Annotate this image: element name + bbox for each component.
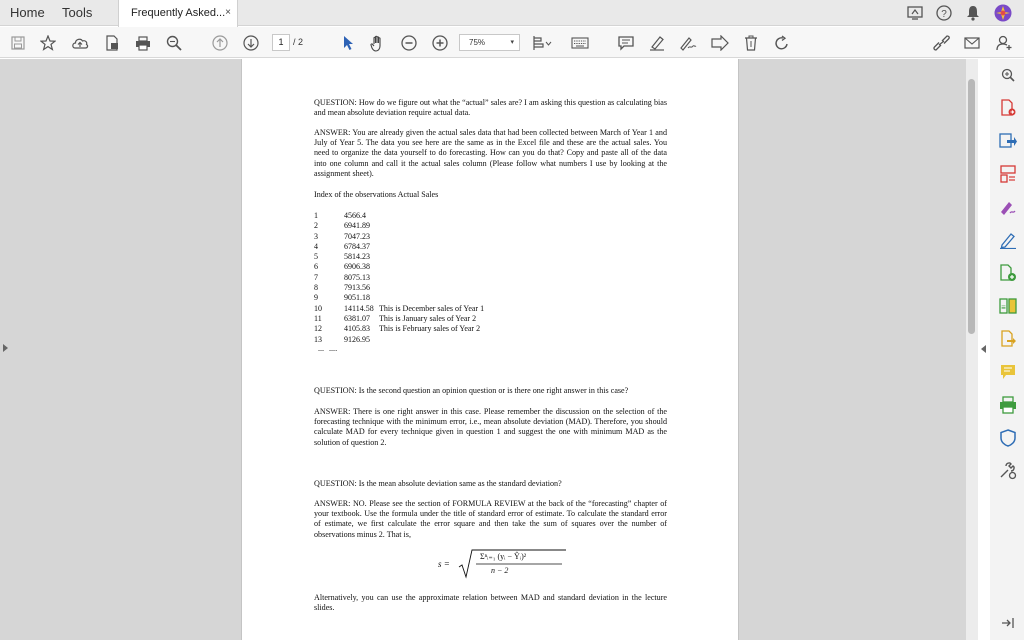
question-1: QUESTION: How do we figure out what the “actual” sales are? I am asking this question as calculating bias and mean absolute deviation require actual data.: [314, 98, 667, 118]
main-toolbar: [0, 27, 1024, 58]
comment-icon[interactable]: [616, 33, 636, 53]
hand-icon[interactable]: [368, 33, 388, 53]
fit-page-icon[interactable]: [532, 33, 552, 53]
actual-sales-value: 7047.23: [344, 231, 370, 241]
keyboard-icon[interactable]: [570, 33, 590, 53]
answer-1: ANSWER: You are already given the actual sales data that had been collected between March of Year 1 and July of Year 5. The data you see here are the same as in the Excel file and these are the actual sales. You need to organize the data yourself to do forecasting. How can you do that? Copy and paste all of the data into one column and call it the actual sales column (Please follow what numbers I use by looking at the assignment sheet).: [314, 128, 667, 178]
sales-note: [379, 211, 484, 221]
observation-index: 8: [314, 283, 318, 293]
comment-icon[interactable]: [998, 362, 1018, 382]
zoom-level-value: 75%: [469, 38, 486, 47]
top-menu-bar: [0, 0, 1024, 26]
ellipsis-sales: ....: [329, 344, 338, 353]
bell-icon[interactable]: [964, 4, 982, 22]
observation-index: 6: [314, 262, 318, 272]
vertical-scrollbar[interactable]: [966, 59, 978, 640]
actual-sales-value: 9051.18: [344, 293, 370, 303]
zoom-level-select[interactable]: [459, 34, 520, 51]
create-pdf-icon[interactable]: [102, 33, 122, 53]
chevron-down-icon: ▾: [510, 39, 514, 46]
close-tab-button[interactable]: ×: [225, 7, 231, 18]
send-for-review-icon[interactable]: [998, 329, 1018, 349]
document-tab[interactable]: [118, 0, 238, 27]
sales-note: [379, 262, 484, 272]
sales-note: [379, 335, 484, 345]
collapse-right-pane-icon[interactable]: [981, 345, 986, 353]
actual-sales-value: 8075.13: [344, 272, 370, 282]
observation-index: 12: [314, 324, 322, 334]
actual-sales-value: 14114.58: [344, 303, 374, 313]
sales-note: [379, 283, 484, 293]
collapse-panel-icon[interactable]: [998, 613, 1018, 633]
expand-left-pane-icon[interactable]: [3, 344, 8, 352]
edit-icon[interactable]: [998, 230, 1018, 250]
sales-note: [379, 242, 484, 252]
bookmark-star-icon[interactable]: [38, 33, 58, 53]
observation-index: 9: [314, 293, 318, 303]
actual-sales-value: 7913.56: [344, 283, 370, 293]
page-number-input[interactable]: 1: [272, 34, 290, 51]
more-tools-icon[interactable]: [998, 461, 1018, 481]
save-icon[interactable]: [8, 33, 28, 53]
search-zoom-icon[interactable]: [164, 33, 184, 53]
document-viewer[interactable]: [0, 59, 966, 640]
sales-note: This is February sales of Year 2: [379, 324, 481, 334]
mail-icon[interactable]: [962, 33, 982, 53]
create-pdf-icon[interactable]: [998, 263, 1018, 283]
question-3: QUESTION: Is the mean absolute deviation same as the standard deviation?: [314, 479, 562, 488]
zoom-in-icon[interactable]: [430, 33, 450, 53]
sales-note: [379, 273, 484, 283]
observation-index: 7: [314, 272, 318, 282]
tools-tab[interactable]: Tools: [62, 5, 93, 20]
formula-numerator: Σⁿᵢ₌₁ (yᵢ − Ŷᵢ)²: [480, 552, 527, 561]
print-icon[interactable]: [133, 33, 153, 53]
sales-note: [379, 293, 484, 303]
page-up-icon[interactable]: [210, 33, 230, 53]
export-pdf-icon[interactable]: [998, 98, 1018, 118]
actual-sales-value: 6906.38: [344, 262, 370, 272]
index-column: [314, 211, 322, 345]
document-tab-title: Frequently Asked...: [131, 7, 226, 19]
zoom-out-icon[interactable]: [399, 33, 419, 53]
observation-index: 10: [314, 303, 322, 313]
answer-3: ANSWER: NO. Please see the section of FORMULA REVIEW at the back of the “forecasting” chapter of your textbook. Use the formula under the title of standard error of estimate. To calculate the standard error of estimate, we first calculate the error square and then take the sum of squares over the number of observations minus 2. That is,: [314, 499, 667, 539]
observation-index: 3: [314, 231, 318, 241]
print-production-icon[interactable]: [998, 395, 1018, 415]
sales-note: [379, 232, 484, 242]
actual-sales-value: 6784.37: [344, 241, 370, 251]
sales-note: [379, 221, 484, 231]
delete-icon[interactable]: [741, 33, 761, 53]
table-header: Index of the observations Actual Sales: [314, 190, 439, 199]
protect-icon[interactable]: [998, 428, 1018, 448]
pdf-page: [241, 59, 739, 640]
sales-note: This is January sales of Year 2: [379, 313, 477, 323]
highlight-pen-icon[interactable]: [647, 33, 667, 53]
edit-pdf-icon[interactable]: [998, 131, 1018, 151]
actual-sales-value: 4566.4: [344, 211, 366, 220]
select-arrow-icon[interactable]: [338, 33, 358, 53]
sign-icon[interactable]: [678, 33, 698, 53]
question-2: QUESTION: Is the second question an opinion question or is there one right answer in this case?: [314, 386, 629, 395]
formula-denominator: n − 2: [491, 566, 509, 575]
organize-pages-icon[interactable]: [998, 164, 1018, 184]
sales-column: [344, 211, 374, 345]
actual-sales-value: 4105.83: [344, 324, 370, 334]
answer-2: ANSWER: There is one right answer in this case. Please remember the discussion on the selection of the forecasting technique with the minimum error, i.e., mean absolute deviation (MAD). Therefore, you should calculate MAD for every technique given in question 1 and suggest the one with minimum MAD as the solution of question 2.: [314, 407, 667, 447]
rotate-icon[interactable]: [772, 33, 792, 53]
formula-lhs: s =: [438, 559, 450, 569]
actual-sales-value: 6381.07: [344, 313, 370, 323]
upload-cloud-icon[interactable]: [70, 33, 90, 53]
ellipsis-index: ...: [318, 344, 325, 353]
fill-sign-icon[interactable]: [998, 197, 1018, 217]
observation-index: 1: [314, 211, 318, 220]
add-user-icon[interactable]: [994, 33, 1014, 53]
svg-text:?: ?: [941, 9, 947, 20]
observation-index: 5: [314, 252, 318, 262]
svg-text:≡: ≡: [1001, 303, 1006, 312]
avatar-icon[interactable]: [994, 4, 1012, 22]
observation-index: 13: [314, 334, 322, 344]
alternative-note: Alternatively, you can use the approximate relation between MAD and standard deviation in the lecture slides.: [314, 593, 667, 613]
scrollbar-thumb[interactable]: [968, 79, 975, 334]
observation-index: 2: [314, 221, 318, 231]
actual-sales-value: 6941.89: [344, 221, 370, 231]
observation-index: 4: [314, 241, 318, 251]
send-icon[interactable]: [710, 33, 730, 53]
zoom-icon[interactable]: [998, 65, 1018, 85]
actual-sales-value: 5814.23: [344, 252, 370, 262]
right-tools-pane: [990, 59, 1024, 640]
actual-sales-value: 9126.95: [344, 334, 370, 344]
help-icon[interactable]: [935, 4, 953, 22]
page-down-icon[interactable]: [241, 33, 261, 53]
page-total-label: / 2: [293, 37, 304, 47]
home-tab[interactable]: Home: [10, 5, 45, 20]
compare-icon[interactable]: [998, 296, 1018, 316]
observation-index: 11: [314, 313, 322, 323]
notes-column: [379, 211, 484, 345]
sales-note: This is December sales of Year 1: [379, 303, 485, 313]
share-screen-icon[interactable]: [906, 4, 924, 22]
link-icon[interactable]: [932, 33, 952, 53]
sales-note: [379, 252, 484, 262]
